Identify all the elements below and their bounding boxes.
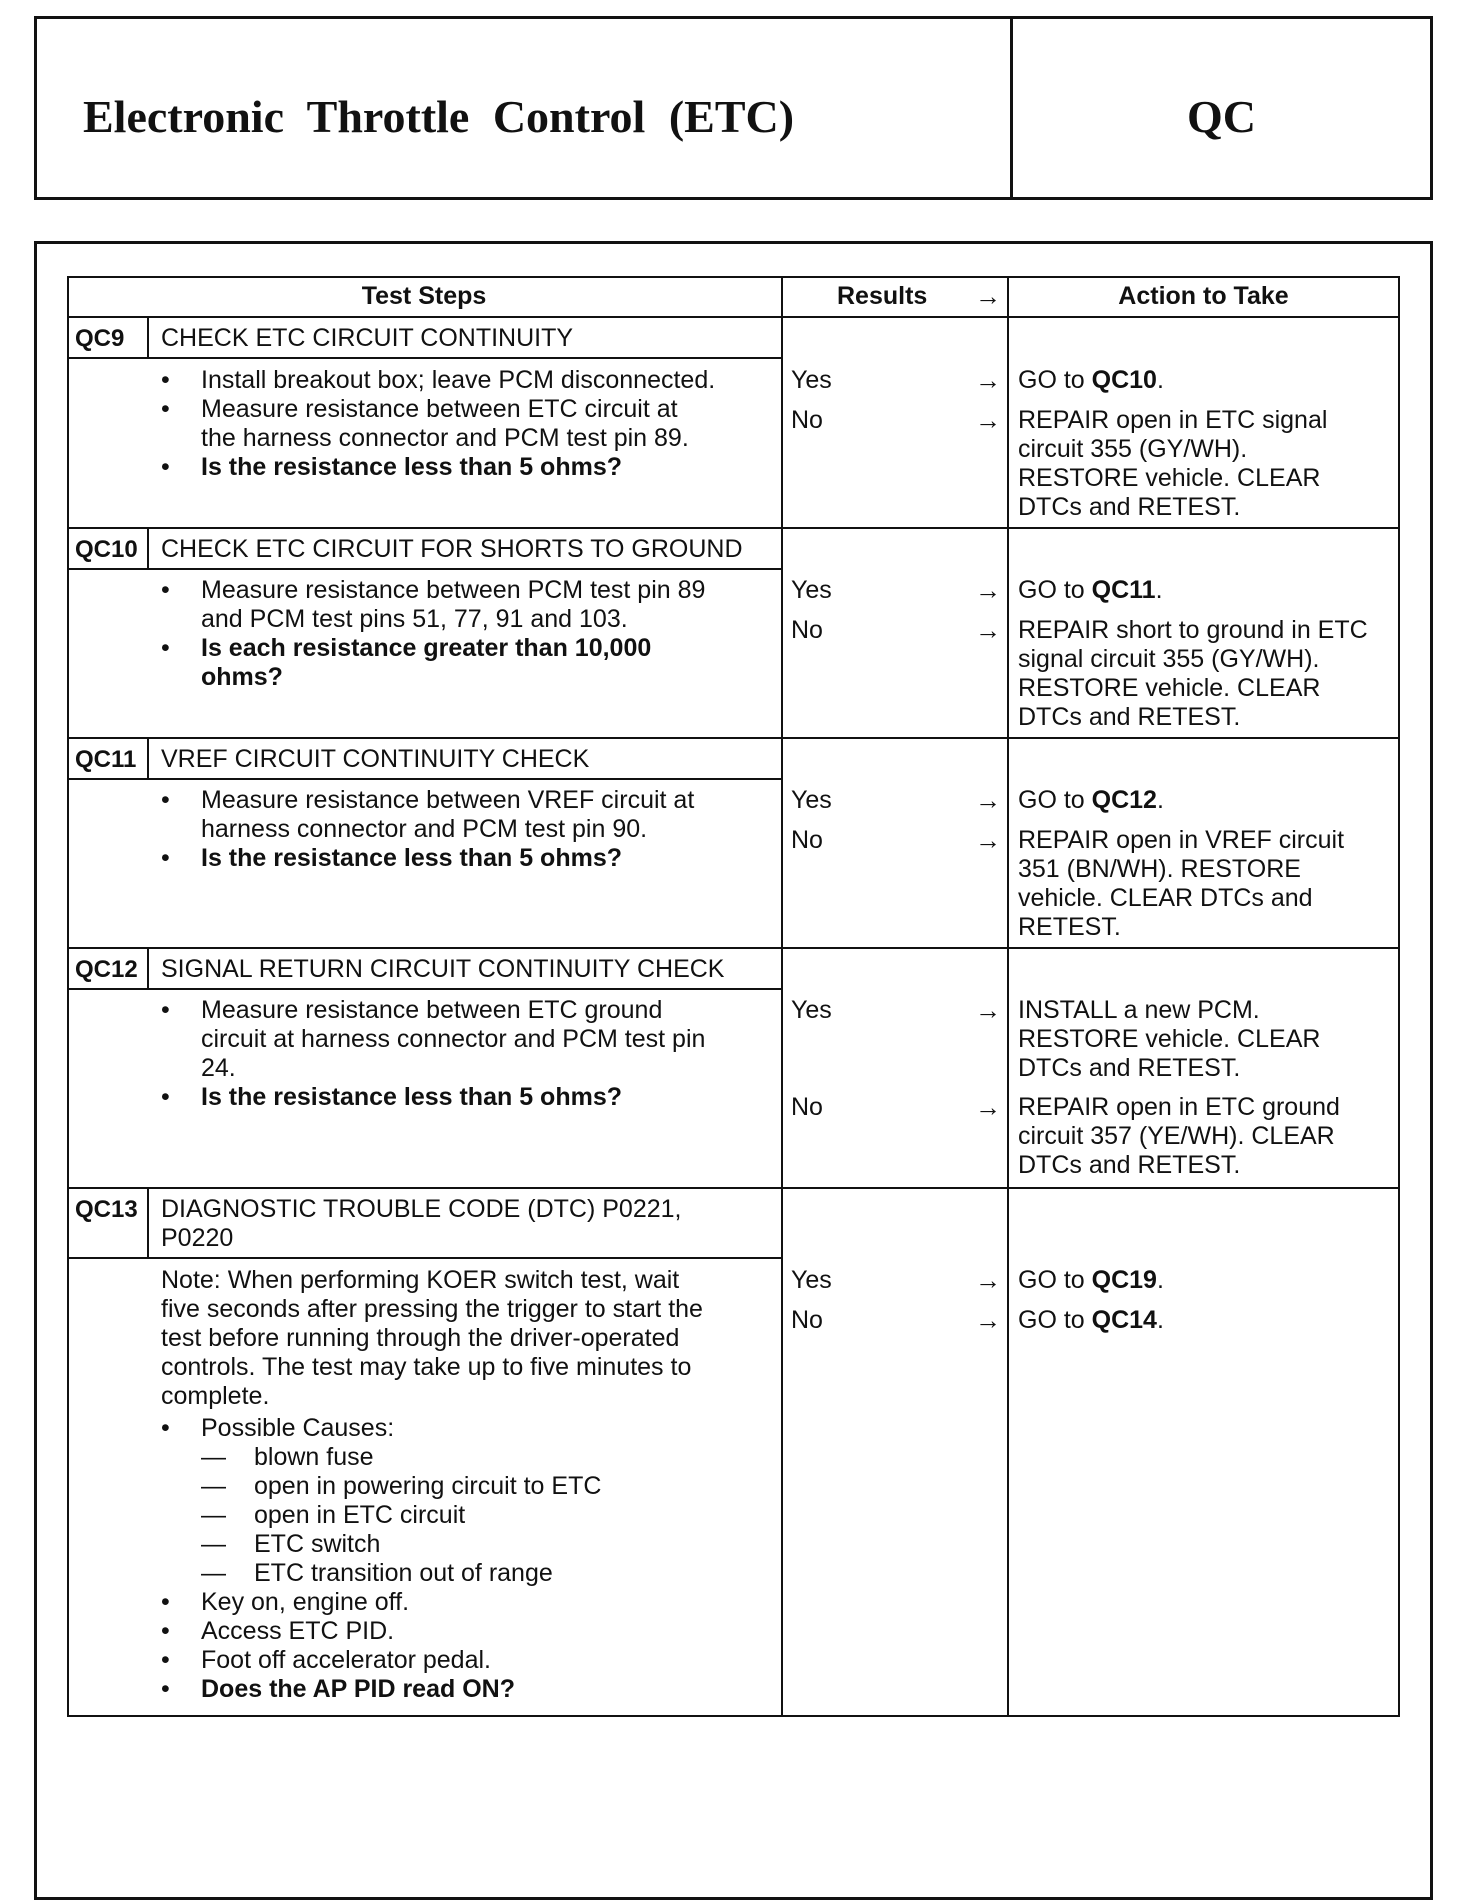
step-bullet: and PCM test pins 51, 77, 91 and 103. <box>201 605 628 633</box>
bullet-glyph: • <box>161 576 170 604</box>
bullet-glyph: • <box>161 1414 170 1442</box>
table-border-right <box>1398 276 1400 1717</box>
step-bullet: Foot off accelerator pedal. <box>201 1646 491 1674</box>
cause-item: ETC switch <box>254 1530 381 1558</box>
step-bullet: Key on, engine off. <box>201 1588 410 1616</box>
step-code: QC13 <box>75 1196 138 1223</box>
row-separator <box>67 737 1400 739</box>
column-header-results: Results <box>837 282 928 310</box>
action-line: REPAIR open in VREF circuit <box>1018 826 1345 854</box>
step-heading: P0220 <box>161 1224 234 1252</box>
step-question: Does the AP PID read ON? <box>201 1675 515 1703</box>
bullet-glyph: • <box>161 366 170 394</box>
result-arrow: → <box>975 365 1001 395</box>
step-code: QC12 <box>75 956 138 983</box>
step-bullet: Measure resistance between ETC circuit at <box>201 395 678 423</box>
action-goto-target: QC12 <box>1091 786 1157 814</box>
action-line: RESTORE vehicle. CLEAR <box>1018 674 1321 702</box>
action-goto: GO to QC12. <box>1018 786 1164 814</box>
header-rule <box>67 316 1400 318</box>
column-divider-steps <box>781 276 783 1717</box>
action-goto-target: QC19 <box>1091 1266 1157 1294</box>
step-bullet: Access ETC PID. <box>201 1617 395 1645</box>
step-question: Is the resistance less than 5 ohms? <box>201 1083 622 1111</box>
step-heading: CHECK ETC CIRCUIT FOR SHORTS TO GROUND <box>161 535 743 563</box>
heading-underline <box>67 568 781 570</box>
bullet-glyph: • <box>161 453 170 481</box>
result-no: No <box>791 406 823 434</box>
code-divider <box>147 316 149 358</box>
bullet-glyph: • <box>161 634 170 662</box>
dash-glyph: — <box>201 1530 226 1558</box>
cause-item: open in ETC circuit <box>254 1501 466 1529</box>
step-bullet: Measure resistance between VREF circuit at <box>201 786 695 814</box>
action-line: RESTORE vehicle. CLEAR <box>1018 464 1321 492</box>
action-line: circuit 357 (YE/WH). CLEAR <box>1018 1122 1335 1150</box>
heading-underline <box>67 357 781 359</box>
bullet-glyph: • <box>161 1588 170 1616</box>
heading-underline <box>67 988 781 990</box>
action-goto: GO to QC10. <box>1018 366 1164 394</box>
result-yes: Yes <box>791 786 832 814</box>
row-separator <box>67 527 1400 529</box>
cause-item: open in powering circuit to ETC <box>254 1472 602 1500</box>
result-arrow: → <box>975 825 1001 855</box>
step-heading: CHECK ETC CIRCUIT CONTINUITY <box>161 324 574 352</box>
cause-item: ETC transition out of range <box>254 1559 553 1587</box>
result-no: No <box>791 826 823 854</box>
column-divider-results <box>1007 276 1009 1717</box>
action-line: DTCs and RETEST. <box>1018 703 1241 731</box>
code-divider <box>147 737 149 779</box>
bullet-glyph: • <box>161 996 170 1024</box>
result-arrow: → <box>975 1092 1001 1122</box>
step-bullet: Measure resistance between ETC ground <box>201 996 663 1024</box>
dash-glyph: — <box>201 1501 226 1529</box>
result-yes: Yes <box>791 366 832 394</box>
result-yes: Yes <box>791 996 832 1024</box>
column-header-action: Action to Take <box>1118 282 1289 310</box>
action-line: vehicle. CLEAR DTCs and <box>1018 884 1313 912</box>
step-bullet: the harness connector and PCM test pin 89. <box>201 424 689 452</box>
step-bullet: 24. <box>201 1054 236 1082</box>
action-goto-target: QC11 <box>1091 576 1156 604</box>
result-no: No <box>791 616 823 644</box>
step-question: ohms? <box>201 663 283 691</box>
result-arrow: → <box>975 615 1001 645</box>
step-code: QC9 <box>75 325 125 352</box>
result-arrow: → <box>975 1265 1001 1295</box>
action-line: circuit 355 (GY/WH). <box>1018 435 1248 463</box>
bullet-glyph: • <box>161 844 170 872</box>
column-header-test-steps: Test Steps <box>361 282 487 310</box>
diagnostic-table <box>67 276 1400 1717</box>
bullet-glyph: • <box>161 1617 170 1645</box>
bullet-glyph: • <box>161 786 170 814</box>
heading-underline <box>67 1257 781 1259</box>
action-line: INSTALL a new PCM. <box>1018 996 1260 1024</box>
step-heading: VREF CIRCUIT CONTINUITY CHECK <box>161 745 590 773</box>
bullet-glyph: • <box>161 1646 170 1674</box>
section-code: QC <box>1187 91 1256 142</box>
step-code: QC10 <box>75 536 138 563</box>
dash-glyph: — <box>201 1559 226 1587</box>
step-question: Is the resistance less than 5 ohms? <box>201 844 622 872</box>
page-header <box>34 16 1433 200</box>
result-arrow: → <box>975 785 1001 815</box>
action-line: signal circuit 355 (GY/WH). <box>1018 645 1320 673</box>
result-arrow: → <box>975 1305 1001 1335</box>
dash-glyph: — <box>201 1443 226 1471</box>
step-code: QC11 <box>75 746 137 773</box>
step-bullet: Install breakout box; leave PCM disconnected. <box>201 366 716 394</box>
step-heading: DIAGNOSTIC TROUBLE CODE (DTC) P0221, <box>161 1195 682 1223</box>
action-line: REPAIR open in ETC ground <box>1018 1093 1340 1121</box>
action-goto-target: QC10 <box>1091 366 1157 394</box>
step-heading: SIGNAL RETURN CIRCUIT CONTINUITY CHECK <box>161 955 725 983</box>
bullet-glyph: • <box>161 1083 170 1111</box>
step-bullet: harness connector and PCM test pin 90. <box>201 815 648 843</box>
result-yes: Yes <box>791 576 832 604</box>
action-goto: GO to QC19. <box>1018 1266 1164 1294</box>
bullet-glyph: • <box>161 395 170 423</box>
result-arrow: → <box>975 405 1001 435</box>
action-line: RESTORE vehicle. CLEAR <box>1018 1025 1321 1053</box>
action-line: DTCs and RETEST. <box>1018 1054 1241 1082</box>
action-goto-target: QC14 <box>1091 1306 1157 1334</box>
result-no: No <box>791 1306 823 1334</box>
note-line: test before running through the driver-operated <box>161 1324 680 1352</box>
row-separator <box>67 947 1400 949</box>
result-arrow: → <box>975 575 1001 605</box>
page-title: Electronic Throttle Control (ETC) <box>83 91 795 142</box>
step-question: Is each resistance greater than 10,000 <box>201 634 652 662</box>
table-border-top <box>67 276 1400 278</box>
action-line: REPAIR open in ETC signal <box>1018 406 1328 434</box>
result-yes: Yes <box>791 1266 832 1294</box>
action-line: RETEST. <box>1018 913 1121 941</box>
action-line: 351 (BN/WH). RESTORE <box>1018 855 1301 883</box>
column-header-arrow: → <box>975 281 1001 311</box>
row-separator <box>67 1187 1400 1189</box>
result-arrow: → <box>975 995 1001 1025</box>
step-question: Is the resistance less than 5 ohms? <box>201 453 622 481</box>
result-no: No <box>791 1093 823 1121</box>
note-line: complete. <box>161 1382 270 1410</box>
heading-underline <box>67 778 781 780</box>
step-bullet: circuit at harness connector and PCM test pin <box>201 1025 706 1053</box>
table-border-left <box>67 276 69 1717</box>
code-divider <box>147 1187 149 1258</box>
cause-item: blown fuse <box>254 1443 374 1471</box>
table-border-bottom <box>67 1715 1400 1717</box>
causes-title: Possible Causes: <box>201 1414 395 1442</box>
action-goto: GO to QC14. <box>1018 1306 1164 1334</box>
note-line: five seconds after pressing the trigger to start the <box>161 1295 703 1323</box>
note-line: controls. The test may take up to five minutes to <box>161 1353 692 1381</box>
code-divider <box>147 527 149 569</box>
action-line: REPAIR short to ground in ETC <box>1018 616 1368 644</box>
note-line: Note: When performing KOER switch test, wait <box>161 1266 680 1294</box>
bullet-glyph: • <box>161 1675 170 1703</box>
step-bullet: Measure resistance between PCM test pin 89 <box>201 576 706 604</box>
code-divider <box>147 947 149 989</box>
dash-glyph: — <box>201 1472 226 1500</box>
action-goto: GO to QC11. <box>1018 576 1163 604</box>
action-line: DTCs and RETEST. <box>1018 1151 1241 1179</box>
action-line: DTCs and RETEST. <box>1018 493 1241 521</box>
